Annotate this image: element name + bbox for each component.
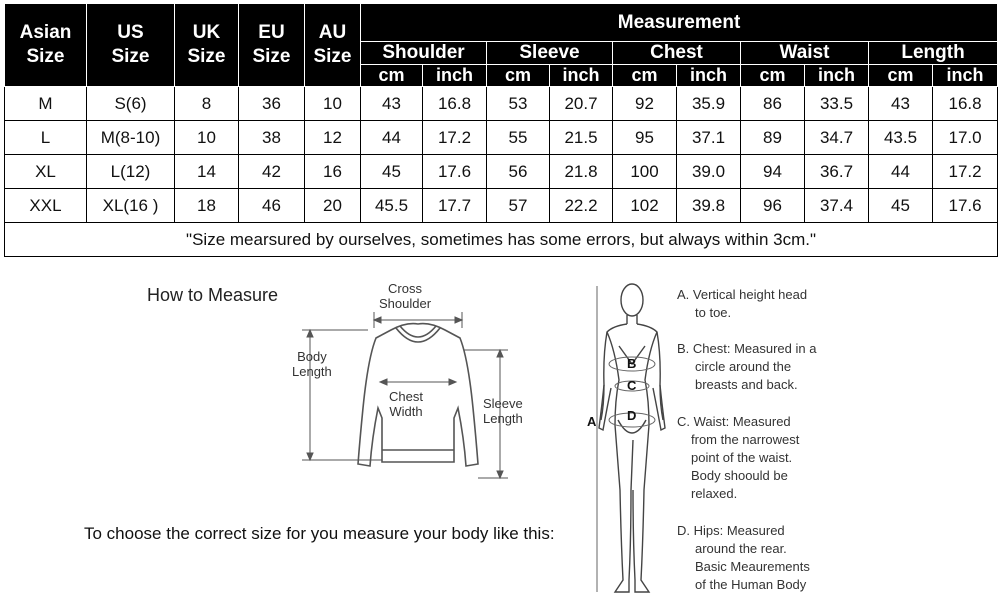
header-unit-cm: cm (869, 65, 933, 87)
table-cell: 10 (305, 87, 361, 121)
table-cell: 8 (175, 87, 239, 121)
table-cell: 43 (869, 87, 933, 121)
header-uk-size: UK Size (175, 4, 239, 87)
table-cell: 34.7 (805, 121, 869, 155)
table-cell: 20 (305, 189, 361, 223)
table-row (5, 189, 998, 223)
header-measurement: Measurement (361, 4, 998, 42)
table-cell: 14 (175, 155, 239, 189)
body-length-label: Body Length (292, 349, 332, 379)
header-unit-inch: inch (550, 65, 613, 87)
header-unit-cm: cm (613, 65, 677, 87)
table-cell: 38 (239, 121, 305, 155)
table-row (5, 121, 998, 155)
table-cell: 45 (869, 189, 933, 223)
figure-letter-a: A (587, 414, 597, 429)
table-cell: 95 (613, 121, 677, 155)
header-group-waist: Waist (741, 42, 869, 65)
table-cell: 46 (239, 189, 305, 223)
header-unit-cm: cm (741, 65, 805, 87)
header-au-size: AU Size (305, 4, 361, 87)
table-cell: 33.5 (805, 87, 869, 121)
table-cell: 22.2 (550, 189, 613, 223)
table-cell: 36.7 (805, 155, 869, 189)
figure-letter-c: C (627, 378, 637, 393)
table-row (5, 155, 998, 189)
table-cell: 57 (487, 189, 550, 223)
table-cell: XL(16 ) (87, 189, 175, 223)
table-cell: 56 (487, 155, 550, 189)
table-cell: 16.8 (423, 87, 487, 121)
header-unit-cm: cm (361, 65, 423, 87)
table-cell: 94 (741, 155, 805, 189)
human-body-figure (585, 280, 685, 598)
header-unit-inch: inch (677, 65, 741, 87)
table-cell: 39.8 (677, 189, 741, 223)
choose-size-instruction: To choose the correct size for you measure your body like this: (84, 524, 555, 543)
table-cell: 92 (613, 87, 677, 121)
table-row (5, 87, 998, 121)
how-to-measure-title: How to Measure (147, 285, 279, 305)
description-b: B. Chest: Measured in a circle around the breasts and back. (677, 341, 817, 392)
description-c: C. Waist: Measured from the narrowest point of the waist. Body shoould be relaxed. (677, 414, 800, 501)
table-cell: L(12) (87, 155, 175, 189)
description-a: A. Vertical height head to toe. (677, 287, 808, 320)
table-cell: 42 (239, 155, 305, 189)
table-cell: M(8-10) (87, 121, 175, 155)
table-cell: 17.0 (933, 121, 998, 155)
table-cell: 10 (175, 121, 239, 155)
header-group-chest: Chest (613, 42, 741, 65)
table-cell: 17.6 (423, 155, 487, 189)
size-table-body (5, 87, 998, 223)
table-cell: 45.5 (361, 189, 423, 223)
table-cell: 17.6 (933, 189, 998, 223)
cross-shoulder-label: Cross Shoulder (379, 281, 432, 311)
table-cell: 12 (305, 121, 361, 155)
table-cell: 39.0 (677, 155, 741, 189)
table-cell: S(6) (87, 87, 175, 121)
header-group-length: Length (869, 42, 998, 65)
table-cell: 44 (869, 155, 933, 189)
header-eu-size: EU Size (239, 4, 305, 87)
table-cell: 43 (361, 87, 423, 121)
measurement-note: "Size mearsured by ourselves, sometimes has some errors, but always within 3cm." (5, 223, 998, 257)
table-cell: 16.8 (933, 87, 998, 121)
table-cell: 17.7 (423, 189, 487, 223)
table-cell: 89 (741, 121, 805, 155)
table-cell: 18 (175, 189, 239, 223)
description-d: D. Hips: Measured around the rear. Basic Meaurements of the Human Body (677, 523, 810, 592)
table-cell: 35.9 (677, 87, 741, 121)
table-cell: 37.4 (805, 189, 869, 223)
table-cell: 53 (487, 87, 550, 121)
table-cell: M (5, 87, 87, 121)
table-cell: 20.7 (550, 87, 613, 121)
table-cell: 36 (239, 87, 305, 121)
size-chart-table (4, 3, 998, 257)
table-cell: 55 (487, 121, 550, 155)
table-cell: 21.8 (550, 155, 613, 189)
header-group-shoulder: Shoulder (361, 42, 487, 65)
table-cell: 100 (613, 155, 677, 189)
header-unit-cm: cm (487, 65, 550, 87)
table-cell: 17.2 (423, 121, 487, 155)
header-unit-inch: inch (805, 65, 869, 87)
chest-width-label: Chest Width (389, 389, 423, 419)
figure-letter-b: B (627, 356, 637, 371)
sleeve-length-label: Sleeve Length (483, 396, 523, 426)
table-cell: 45 (361, 155, 423, 189)
table-cell: 43.5 (869, 121, 933, 155)
table-cell: 44 (361, 121, 423, 155)
header-unit-inch: inch (933, 65, 998, 87)
header-us-size: US Size (87, 4, 175, 87)
table-cell: L (5, 121, 87, 155)
table-cell: 21.5 (550, 121, 613, 155)
table-cell: 17.2 (933, 155, 998, 189)
header-asian-size: Asian Size (5, 4, 87, 87)
table-cell: 102 (613, 189, 677, 223)
figure-letter-d: D (627, 408, 637, 423)
table-cell: 37.1 (677, 121, 741, 155)
table-cell: 86 (741, 87, 805, 121)
table-cell: 96 (741, 189, 805, 223)
table-cell: XL (5, 155, 87, 189)
table-cell: XXL (5, 189, 87, 223)
table-cell: 16 (305, 155, 361, 189)
header-unit-inch: inch (423, 65, 487, 87)
header-group-sleeve: Sleeve (487, 42, 613, 65)
